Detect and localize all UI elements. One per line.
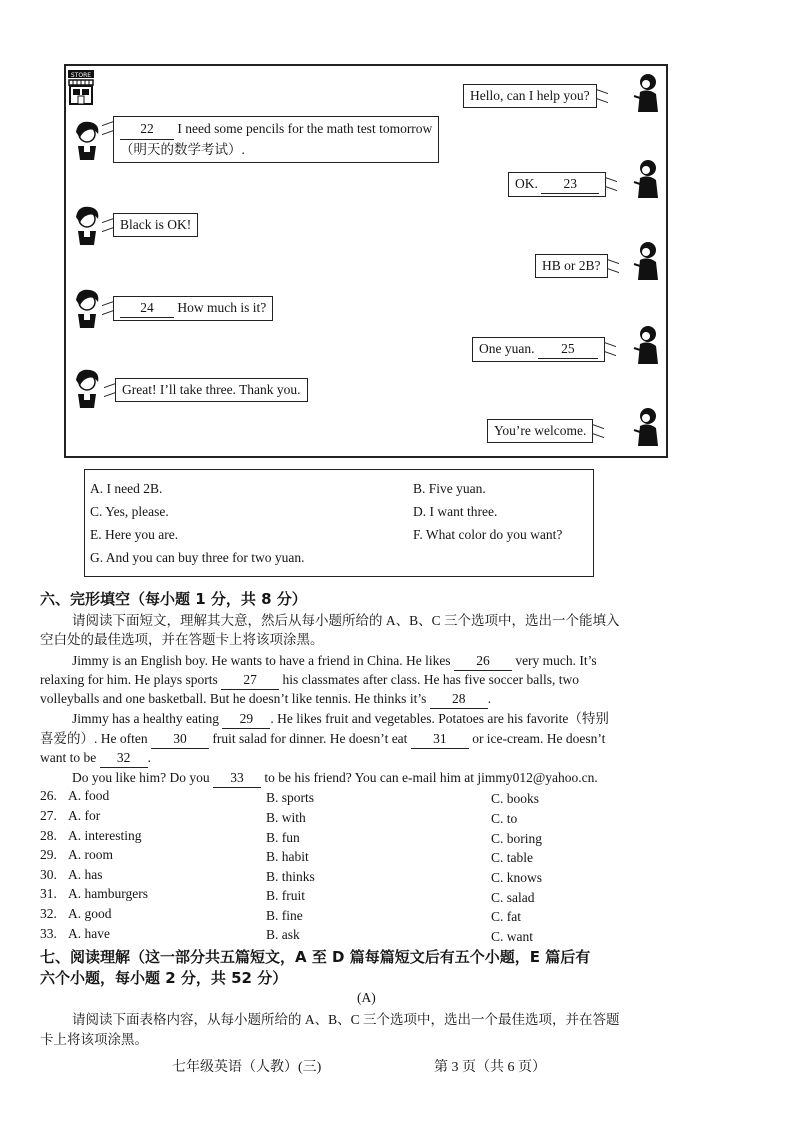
section-6-title: 六、完形填空（每小题 1 分，共 8 分） [40,590,307,608]
passage-line: 喜爱的）. He often 30 fruit salad for dinner. He doesn’t eat 31 or ice-cream. He doesn’t [40,729,605,749]
store-sign-text: STORE [70,72,92,79]
question-option: C. table [491,850,533,865]
option-a: A. I need 2B. [90,481,163,496]
blank-25: 25 [538,340,598,359]
question-option: A. food [68,788,110,803]
blank-24: 24 [120,299,174,318]
dialog-bubble-clerk [535,254,608,278]
option-d: D. I want three. [413,504,498,519]
passage-line: Jimmy is an English boy. He wants to have a friend in China. He likes 26 very much. It’s [72,651,597,671]
clerk-figure-icon [630,72,664,112]
dialog-bubble-customer [115,378,308,402]
question-option: C. fat [491,909,521,924]
footer-page-number: 第 3 页（共 6 页） [434,1060,546,1075]
option-b: B. Five yuan. [413,481,486,496]
question-num: 32. [40,906,57,921]
dialog-text: How much is it? [174,300,267,315]
question-num: 26. [40,788,57,803]
section-7-title-line2: 六个小题，每小题 2 分，共 52 分） [40,969,288,987]
dialog-text: You’re welcome. [494,423,587,438]
question-num: 31. [40,886,57,901]
question-num: 28. [40,828,57,843]
blank-32: 32 [100,748,148,768]
store-sign-icon [66,68,96,106]
dialog-text: Great! I’ll take three. Thank you. [122,382,301,397]
question-option: A. room [68,847,113,862]
section-7-instruction: 请阅读下面表格内容，从每小题所给的 A、B、C 三个选项中，选出一个最佳选项，并在答题 [72,1012,620,1027]
dialog-bubble-clerk [508,172,606,197]
question-option: A. hamburgers [68,886,148,901]
question-option: B. with [266,810,306,825]
option-e: E. Here you are. [90,527,179,542]
dialog-bubble-clerk [463,84,597,108]
blank-26: 26 [454,651,512,671]
option-g: G. And you can buy three for two yuan. [90,550,305,565]
boy-figure-icon [70,368,104,408]
question-option: A. interesting [68,828,142,843]
question-num: 33. [40,926,57,941]
clerk-figure-icon [630,240,664,280]
part-label: (A) [357,990,376,1005]
passage-line: Jimmy has a healthy eating 29 . He likes fruit and vegetables. Potatoes are his favorite（特别 [72,709,609,729]
question-option: C. want [491,929,533,944]
clerk-figure-icon [630,324,664,364]
question-option: C. boring [491,831,543,846]
clerk-figure-icon [630,406,664,446]
question-option: B. thinks [266,869,315,884]
dialog-text: Hello, can I help you? [470,88,590,103]
question-option: B. fun [266,830,300,845]
dialog-bubble-customer [113,116,439,163]
dialog-text-line2: （明天的数学考试）. [120,142,245,157]
blank-30: 30 [151,729,209,749]
section-6-instruction: 请阅读下面短文，理解其大意，然后从每小题所给的 A、B、C 三个选项中，选出一个能填入 [72,613,620,628]
question-num: 30. [40,867,57,882]
question-option: C. books [491,791,540,806]
question-option: B. habit [266,849,309,864]
blank-22: 22 [120,119,174,140]
dialog-bubble-clerk [472,337,605,362]
clerk-figure-icon [630,158,664,198]
option-c: C. Yes, please. [90,504,169,519]
question-option: C. to [491,811,518,826]
dialog-text: OK. [515,176,538,191]
option-f: F. What color do you want? [413,527,563,542]
passage-line: volleyballs and one basketball. But he doesn’t like tennis. He thinks it’s 28 . [40,689,491,709]
blank-28: 28 [430,689,488,709]
question-num: 29. [40,847,57,862]
question-option: A. has [68,867,103,882]
question-num: 27. [40,808,57,823]
blank-27: 27 [221,670,279,690]
dialog-bubble-customer [113,296,273,321]
question-option: B. fruit [266,888,305,903]
question-option: C. salad [491,890,535,905]
boy-figure-icon [70,205,104,245]
question-option: C. knows [491,870,543,885]
boy-figure-icon [70,288,104,328]
blank-29: 29 [222,709,270,729]
blank-33: 33 [213,768,261,788]
question-option: A. for [68,808,101,823]
dialog-bubble-clerk [487,419,593,443]
question-option: A. good [68,906,112,921]
question-option: A. have [68,926,110,941]
dialog-bubble-customer [113,213,198,237]
passage-line: relaxing for him. He plays sports 27 his classmates after class. He has five soccer balls, two [40,670,579,690]
section-6-instruction-line2: 空白处的最佳选项，并在答题卡上将该项涂黑。 [40,632,324,647]
question-option: B. fine [266,908,303,923]
section-7-instruction-line2: 卡上将该项涂黑。 [40,1032,148,1047]
section-7-title: 七、阅读理解（这一部分共五篇短文，A 至 D 篇每篇短文后有五个小题，E 篇后有 [40,948,591,966]
blank-31: 31 [411,729,469,749]
question-option: B. ask [266,927,300,942]
passage-line: want to be 32 . [40,748,151,768]
footer-subject: 七年级英语（人教）(三) [172,1060,322,1075]
dialog-text: Black is OK! [120,217,192,232]
dialog-text: HB or 2B? [542,258,601,273]
blank-23: 23 [541,175,599,194]
boy-figure-icon [70,120,104,160]
question-option: B. sports [266,790,315,805]
dialog-text: One yuan. [479,341,535,356]
dialog-text: I need some pencils for the math test tomorrow [174,121,433,136]
passage-line: Do you like him? Do you 33 to be his friend? You can e-mail him at jimmy012@yahoo.cn. [72,768,598,788]
